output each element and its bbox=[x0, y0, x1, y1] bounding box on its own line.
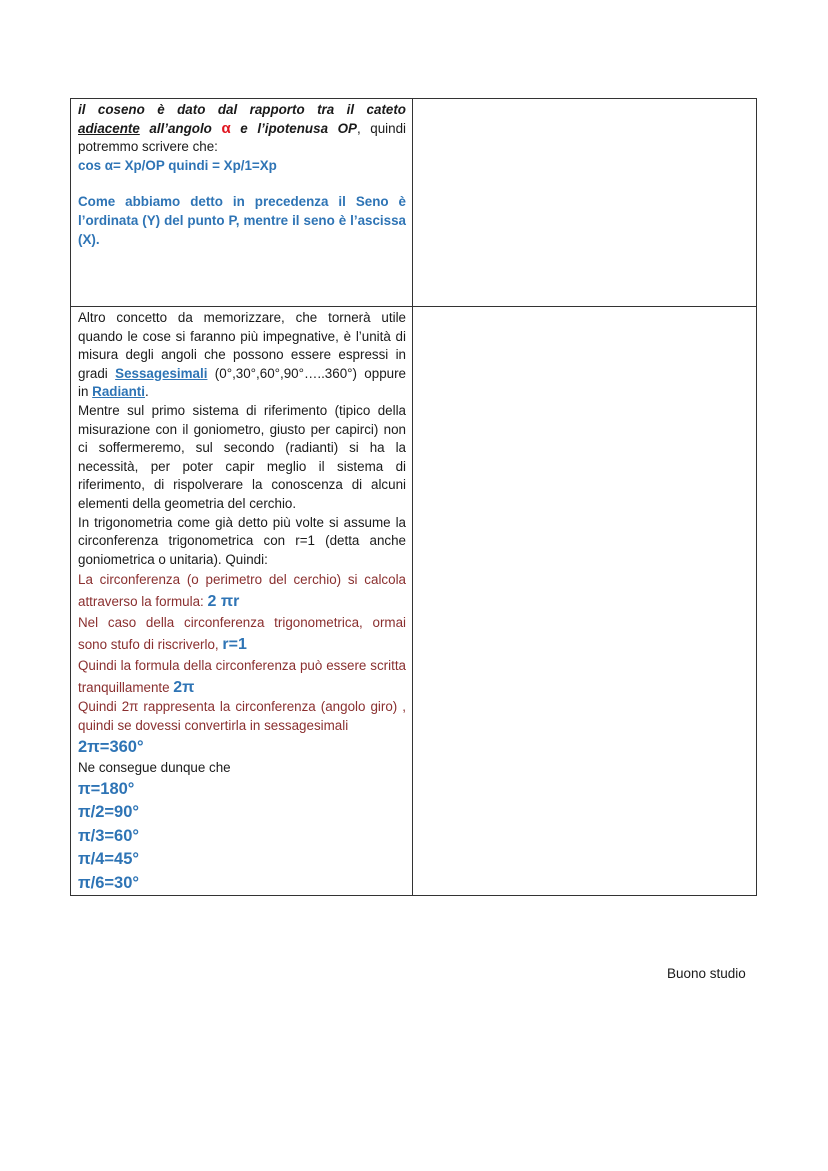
formula-2pr: 2 πr bbox=[207, 592, 240, 610]
cosine-formula: cos α= Xp/OP quindi = Xp/1=Xp bbox=[78, 157, 277, 173]
right-cell bbox=[413, 99, 757, 307]
equality-item: π/3=60° bbox=[78, 826, 139, 845]
circumference-2pi-text: Quindi la formula della circonferenza può essere scritta tranquillamente 2π bbox=[78, 658, 406, 696]
angle-units-explanation bbox=[71, 307, 412, 895]
conversion-text: Quindi 2π rappresenta la circonferenza (angolo giro) , quindi se dovessi convertirla in sessagesimali bbox=[78, 699, 406, 733]
paragraph: Altro concetto da memorizzare, che tornerà utile quando le cose si faranno più impegnative, è l’unità di misura degli angoli che possono essere espressi in gradi Sessagesimali (0°,30°,60°,90°…..360°) oppure in Radianti. bbox=[78, 310, 407, 400]
closing-text: Buono studio bbox=[667, 966, 746, 981]
equality-item: π/4=45° bbox=[78, 850, 139, 869]
definition-line: potremmo scrivere che: bbox=[78, 139, 218, 155]
formula-r1: r=1 bbox=[222, 635, 247, 653]
table-row bbox=[71, 307, 757, 896]
cosine-definition bbox=[71, 99, 412, 249]
sine-note: Come abbiamo detto in precedenza il Seno è l’ordinata (Y) del punto P, mentre il seno è l’ascissa (X). bbox=[78, 194, 406, 247]
right-cell bbox=[413, 307, 757, 896]
main-equality: 2π=360° bbox=[78, 737, 144, 756]
paragraph: In trigonometria come già detto più volte si assume la circonferenza trigonometrica con r=1 (detta anche goniometrica o unitaria). Quindi: bbox=[78, 514, 406, 567]
left-cell bbox=[71, 99, 413, 307]
definition-line: adiacente all’angolo α e l’ipotenusa OP, quindi bbox=[78, 119, 407, 137]
adjacent-term: adiacente bbox=[78, 120, 140, 136]
equality-item: π/2=90° bbox=[78, 803, 139, 822]
consequence-text: Ne consegue dunque che bbox=[78, 760, 231, 775]
paragraph: Mentre sul primo sistema di riferimento (tipico della misurazione con il goniometro, giusto per capirci) non ci soffermeremo, sul secondo (radianti) si ha la necessità, per poter capir meglio il sistema di riferimento, di rispolverare la conoscenza di alcuni elementi della geometria del cerchio. bbox=[78, 402, 406, 511]
left-cell bbox=[71, 307, 413, 896]
radius-text: Nel caso della circonferenza trigonometrica, ormai sono stufo di riscriverlo, r=1 bbox=[78, 615, 406, 653]
formula-2pi: 2π bbox=[173, 678, 195, 696]
alpha-symbol: α bbox=[221, 119, 231, 137]
equality-item: π/6=30° bbox=[78, 873, 139, 892]
circumference-formula-text: La circonferenza (o perimetro del cerchio) si calcola attraverso la formula: 2 πr bbox=[78, 572, 406, 610]
equalities-list bbox=[78, 778, 406, 896]
content-table bbox=[70, 98, 757, 896]
radianti-link[interactable]: Radianti bbox=[92, 384, 145, 400]
definition-line: il coseno è dato dal rapporto tra il cateto bbox=[78, 102, 406, 117]
table-row bbox=[71, 99, 757, 307]
equality-item: π=180° bbox=[78, 779, 135, 798]
sessagesimali-link[interactable]: Sessagesimali bbox=[115, 365, 208, 381]
